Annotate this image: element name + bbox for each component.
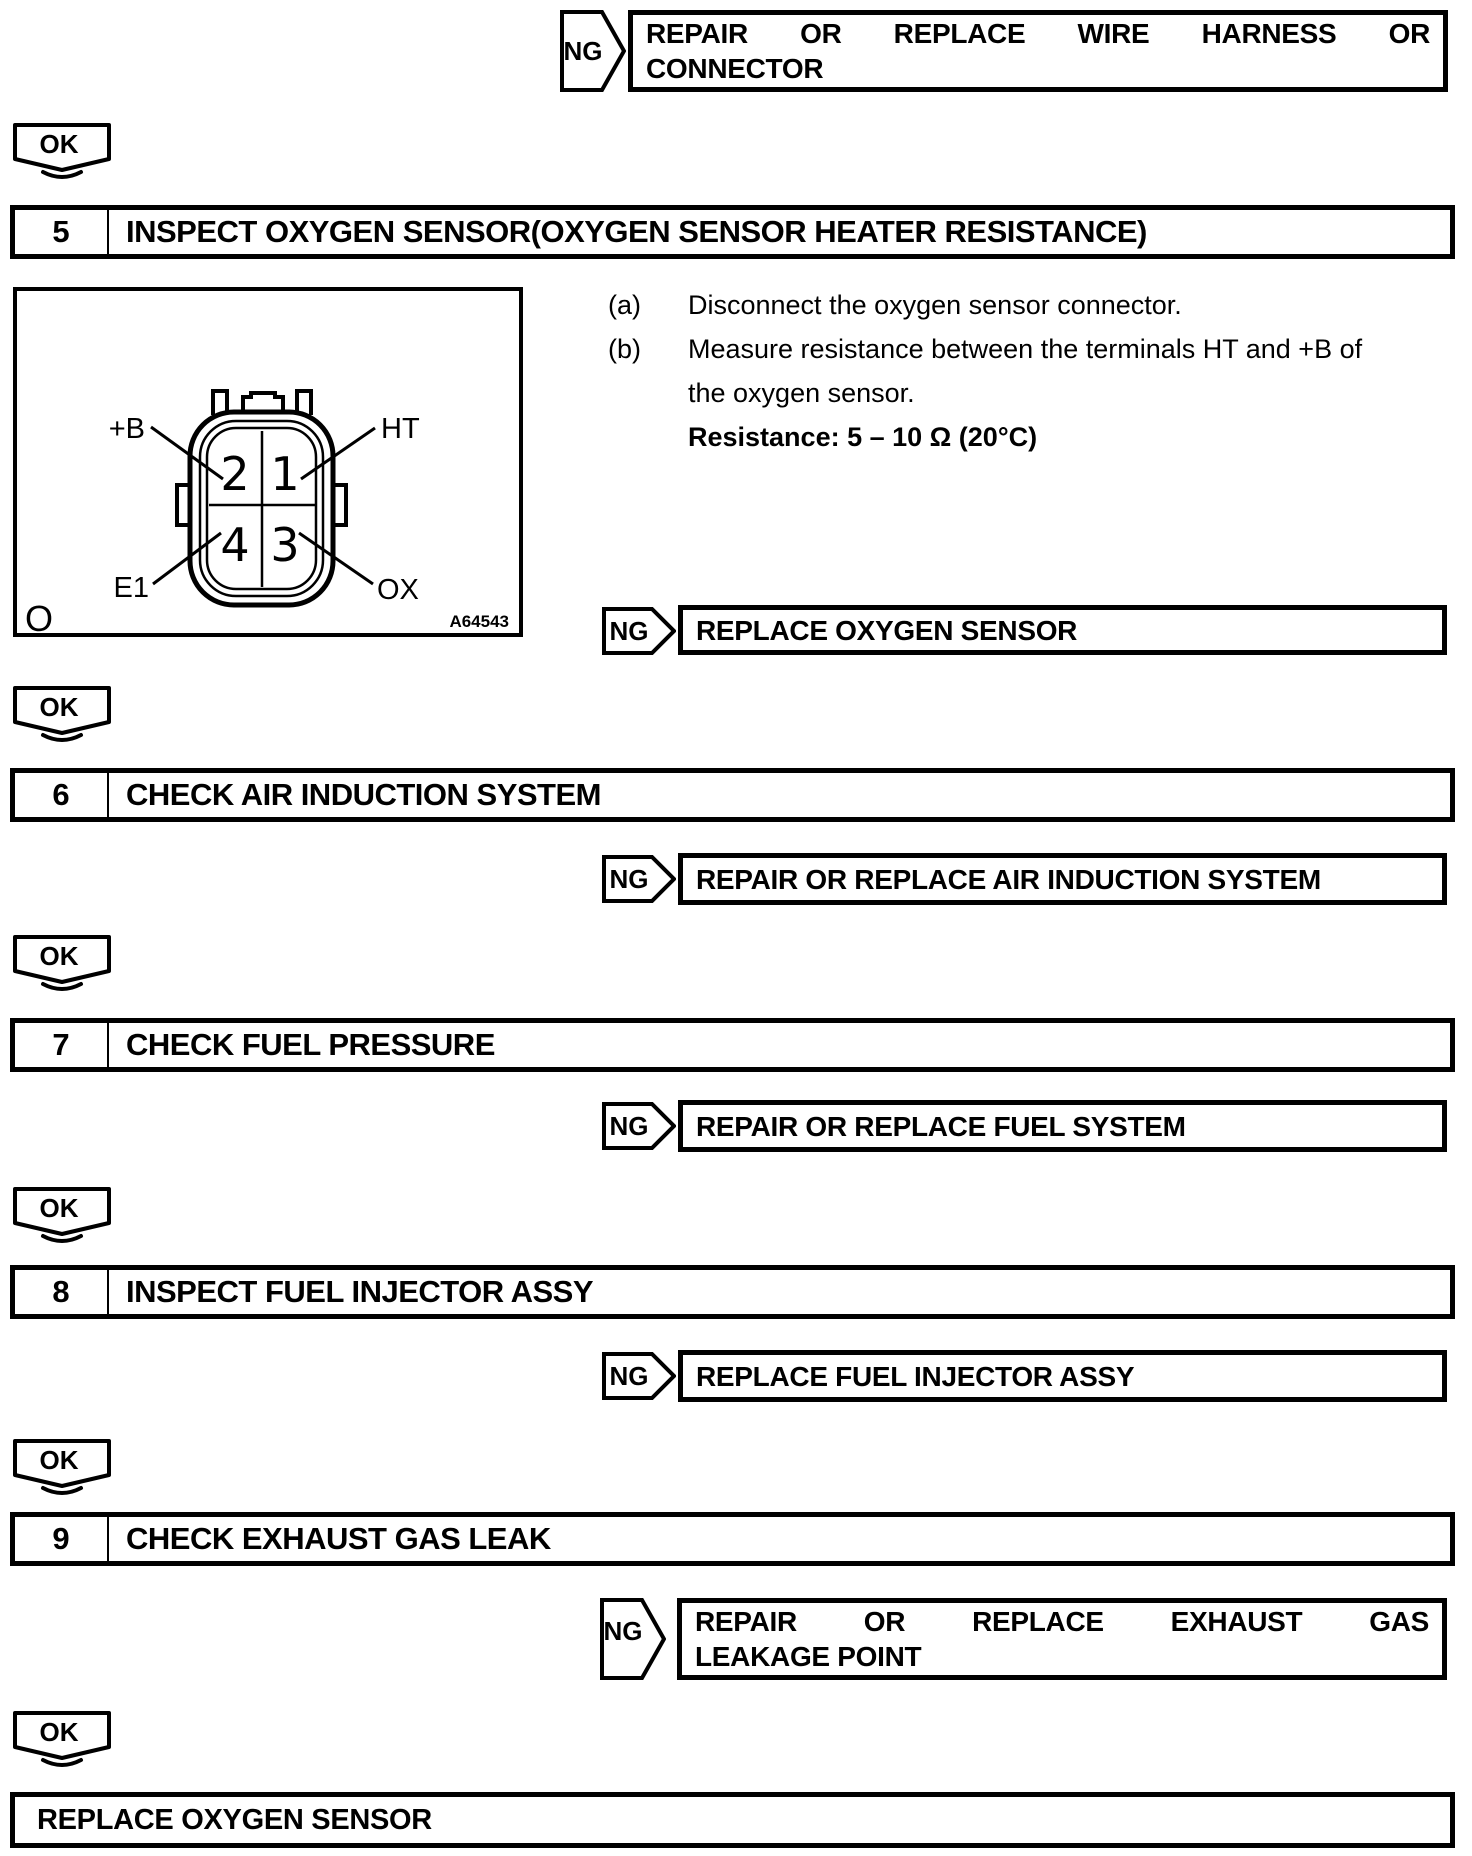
result-text-line: REPLACE OXYGEN SENSOR xyxy=(696,614,1078,646)
pin-number: 4 xyxy=(220,518,250,572)
ok-connector xyxy=(12,122,112,180)
step-title: CHECK EXHAUST GAS LEAK xyxy=(126,1521,551,1556)
instruction-item-a xyxy=(608,290,1470,334)
ok-tail-arc xyxy=(43,984,81,989)
step-title: CHECK AIR INDUCTION SYSTEM xyxy=(126,777,601,812)
step-number: 6 xyxy=(15,773,109,817)
ok-connector xyxy=(12,934,112,992)
ng-label: NG xyxy=(603,1616,643,1646)
connector-diagram xyxy=(17,291,519,633)
ok-tail-arc xyxy=(43,1488,81,1493)
item-text: Measure resistance between the terminals HT and +B of xyxy=(688,334,1363,364)
ok-tail-arc xyxy=(43,172,81,177)
ok-tail-arc xyxy=(43,735,81,740)
result-box-repair-exhaust-leak xyxy=(677,1598,1447,1680)
instruction-list xyxy=(608,290,1470,466)
final-action-box xyxy=(10,1792,1455,1848)
figure-id: A64543 xyxy=(449,612,509,631)
instruction-spec xyxy=(608,422,1470,466)
ok-connector xyxy=(12,685,112,743)
step-header-8 xyxy=(10,1265,1455,1319)
result-box-repair-wire-harness xyxy=(628,10,1448,92)
ok-label: OK xyxy=(39,129,79,159)
terminal-label: E1 xyxy=(113,572,149,604)
step-title: CHECK FUEL PRESSURE xyxy=(126,1027,495,1062)
result-text-line: REPAIR OR REPLACE AIR INDUCTION SYSTEM xyxy=(696,863,1321,895)
ok-label: OK xyxy=(39,1445,79,1475)
step-number: 9 xyxy=(15,1517,109,1561)
step-number: 8 xyxy=(15,1270,109,1314)
step-number: 5 xyxy=(15,210,109,254)
instruction-item-b xyxy=(608,334,1470,378)
result-box-repair-fuel-system xyxy=(678,1100,1447,1152)
instruction-item-b-continued xyxy=(608,378,1470,422)
ng-arrow xyxy=(560,10,626,92)
ng-label: NG xyxy=(609,1111,649,1141)
item-marker: (a) xyxy=(608,290,641,320)
terminal-label: HT xyxy=(381,413,420,445)
step-header-6 xyxy=(10,768,1455,822)
terminal-label: +B xyxy=(108,413,145,445)
pin-number: 3 xyxy=(270,518,300,572)
ng-arrow xyxy=(602,1352,676,1400)
step-number: 7 xyxy=(15,1023,109,1067)
step-header-7 xyxy=(10,1018,1455,1072)
ok-tail-arc xyxy=(43,1236,81,1241)
result-box-replace-fuel-injector xyxy=(678,1350,1447,1402)
result-text-line: REPAIR OR REPLACE FUEL SYSTEM xyxy=(696,1110,1186,1142)
ng-arrow xyxy=(602,607,676,655)
ng-label: NG xyxy=(609,1361,649,1391)
step-title: INSPECT OXYGEN SENSOR(OXYGEN SENSOR HEATER RESISTANCE) xyxy=(126,214,1147,249)
ok-label: OK xyxy=(39,1717,79,1747)
spec-text: Resistance: 5 – 10 Ω (20°C) xyxy=(688,422,1038,452)
oxygen-sensor-connector-figure xyxy=(13,287,523,637)
result-text-line: REPAIR OR REPLACE EXHAUST GAS xyxy=(695,1606,1429,1637)
ng-label: NG xyxy=(609,864,649,894)
result-box-repair-air-induction xyxy=(678,853,1447,905)
final-action-text: REPLACE OXYGEN SENSOR xyxy=(37,1803,432,1836)
item-text: Disconnect the oxygen sensor connector. xyxy=(688,290,1182,320)
result-text-line: LEAKAGE POINT xyxy=(695,1641,922,1672)
step-header-9 xyxy=(10,1512,1455,1566)
item-text: the oxygen sensor. xyxy=(688,378,915,408)
ok-connector xyxy=(12,1438,112,1496)
ok-tail-arc xyxy=(43,1760,81,1765)
ng-label: NG xyxy=(609,616,649,646)
terminal-label: OX xyxy=(377,574,419,606)
ok-label: OK xyxy=(39,941,79,971)
result-text-line: CONNECTOR xyxy=(646,53,824,84)
step-header-5 xyxy=(10,205,1455,259)
pin-number: 1 xyxy=(270,447,300,501)
item-marker: (b) xyxy=(608,334,641,364)
pin-number: 2 xyxy=(220,447,250,501)
ng-arrow xyxy=(602,855,676,903)
ok-label: OK xyxy=(39,1193,79,1223)
ng-arrow xyxy=(600,1598,666,1680)
step-title: INSPECT FUEL INJECTOR ASSY xyxy=(126,1274,594,1309)
ok-label: OK xyxy=(39,692,79,722)
result-text-line: REPLACE FUEL INJECTOR ASSY xyxy=(696,1360,1135,1392)
ok-connector xyxy=(12,1710,112,1768)
figure-corner-mark: O xyxy=(25,598,54,633)
ok-connector xyxy=(12,1186,112,1244)
ng-arrow xyxy=(602,1102,676,1150)
result-text-line: REPAIR OR REPLACE WIRE HARNESS OR xyxy=(646,18,1430,49)
result-box-replace-oxygen-sensor xyxy=(678,605,1447,655)
ng-label: NG xyxy=(563,36,603,66)
